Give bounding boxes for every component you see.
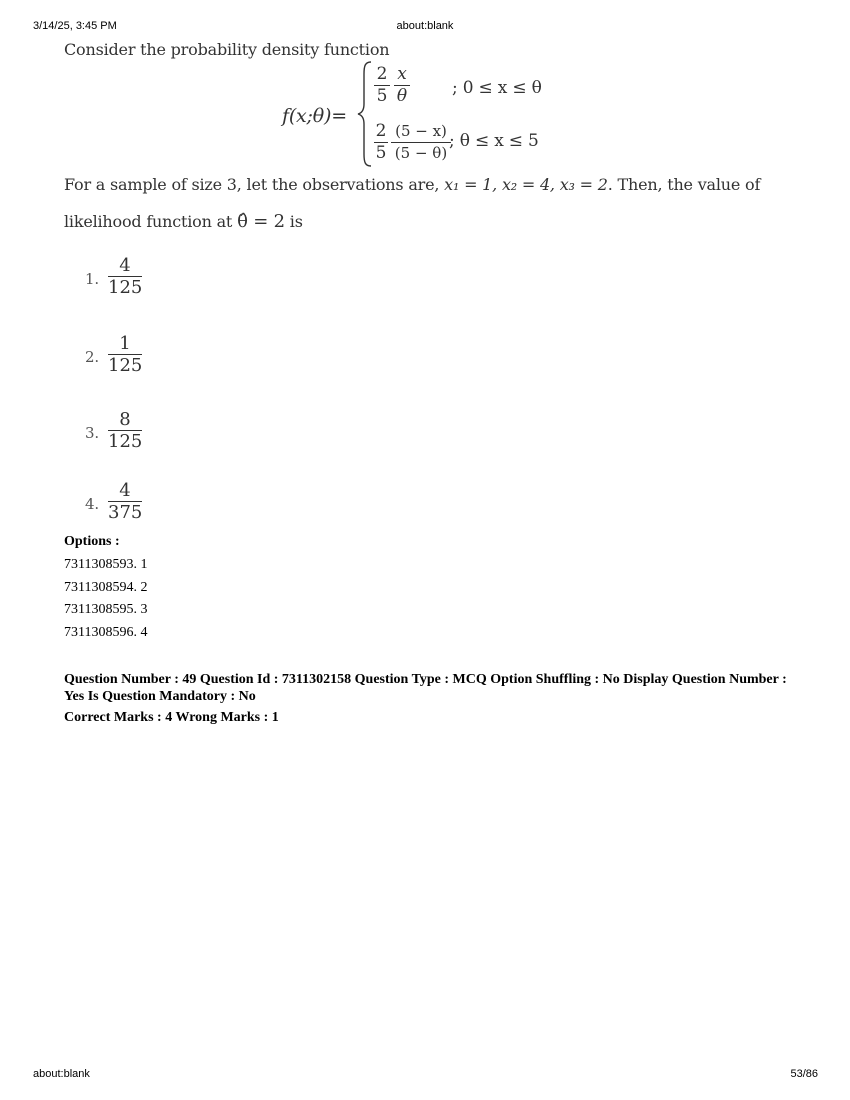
- option-item: 7311308596. 4: [64, 625, 148, 641]
- choice-numerator: 4: [119, 255, 131, 276]
- is-text: is: [289, 212, 303, 231]
- theta-hat: θ̂ = 2: [237, 211, 285, 232]
- choice-numerator: 4: [119, 480, 131, 501]
- piecewise-brace: [357, 60, 373, 168]
- piece2-den-a: 5: [375, 143, 387, 163]
- sample-text: For a sample of size 3, let the observations are,: [64, 175, 440, 194]
- piece2-fraction-a: [374, 122, 388, 163]
- choice-fraction: [108, 334, 142, 375]
- likelihood-text: likelihood function at: [64, 212, 233, 231]
- print-header: [0, 20, 850, 34]
- piece2-den-b: (5 − θ): [394, 144, 448, 162]
- question-image: [64, 38, 764, 533]
- choice-label: 4.: [85, 495, 99, 513]
- choice-fraction: [108, 410, 142, 451]
- page-number: 53/86: [790, 1068, 818, 1080]
- choice-label: 2.: [85, 348, 99, 366]
- likelihood-sentence: [64, 211, 303, 232]
- observation-3: x₃ = 2: [559, 175, 608, 194]
- choice-denominator: 125: [108, 277, 143, 298]
- print-datetime: 3/14/25, 3:45 PM: [33, 20, 117, 32]
- choice-fraction: [108, 256, 142, 297]
- piece1-num-b: x: [397, 64, 407, 84]
- marks-line: Correct Marks : 4 Wrong Marks : 1: [64, 710, 279, 725]
- choice-denominator: 375: [108, 502, 143, 523]
- sample-sentence: [64, 175, 760, 194]
- piece1-fraction-b: [394, 65, 410, 106]
- choice-numerator: 1: [119, 333, 131, 354]
- choice-denominator: 125: [108, 431, 143, 452]
- print-url: about:blank: [396, 20, 454, 32]
- choice-label: 1.: [85, 270, 99, 288]
- piece2-condition: ; θ ≤ x ≤ 5: [449, 131, 539, 151]
- choice-denominator: 125: [108, 355, 143, 376]
- option-item: 7311308594. 2: [64, 579, 148, 595]
- piece1-fraction-a: [374, 65, 390, 106]
- piece1-num-a: 2: [376, 64, 388, 84]
- piece1-condition: ; 0 ≤ x ≤ θ: [452, 78, 542, 98]
- question-intro: Consider the probability density function: [64, 40, 390, 59]
- sample-tail: . Then, the value of: [607, 175, 761, 194]
- options-title: Options :: [64, 534, 120, 549]
- piece2-num-b: (5 − x): [395, 122, 447, 140]
- piece1-den-b: θ: [396, 86, 408, 106]
- choice-fraction: [108, 481, 142, 522]
- print-footer: [0, 1068, 850, 1082]
- question-meta-line: Question Number : 49 Question Id : 7311302158 Question Type : MCQ Option Shuffling : No Display Question Number : Yes Is Question Mandatory : No: [64, 672, 787, 704]
- footer-url: about:blank: [33, 1068, 90, 1080]
- choice-label: 3.: [85, 424, 99, 442]
- choice-numerator: 8: [119, 409, 131, 430]
- option-item: 7311308593. 1: [64, 556, 148, 572]
- piece2-num-a: 2: [375, 121, 387, 141]
- option-item: 7311308595. 3: [64, 602, 148, 618]
- options-block: [64, 531, 147, 645]
- observation-1: x₁ = 1,: [444, 175, 498, 194]
- piece1-den-a: 5: [376, 86, 388, 106]
- piece2-fraction-b: [391, 122, 451, 163]
- question-meta: [64, 671, 794, 726]
- function-lhs: f(x;θ)=: [282, 105, 347, 127]
- observation-2: x₂ = 4,: [501, 175, 555, 194]
